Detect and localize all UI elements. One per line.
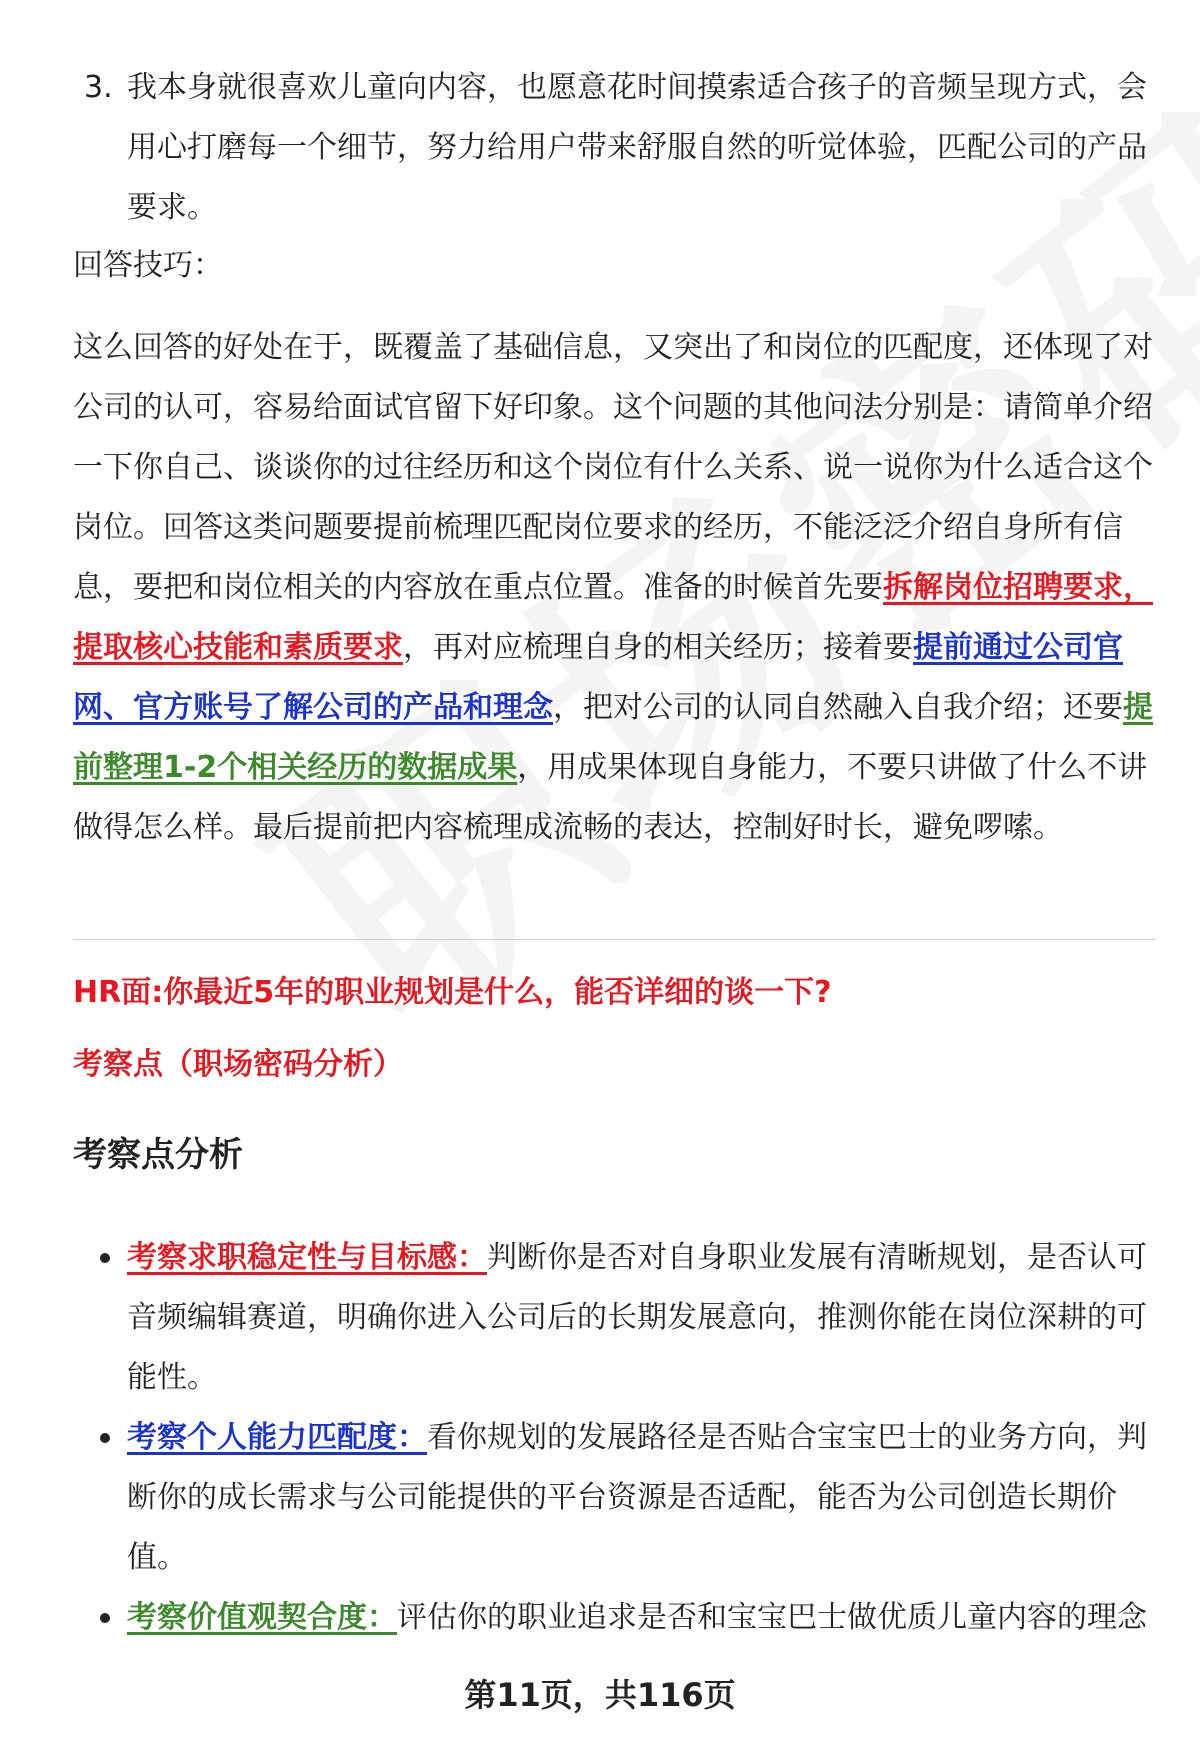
analysis-heading: 考察点分析: [73, 1135, 243, 1175]
bullet-text: 看你规划的发展路径是否贴合宝宝巴士的业务方向，判断你的成长需求与公司能提供的平台资源是否适配，能否为公司创造长期价值。: [127, 1420, 1147, 1575]
tips-text-2: ，再对应梳理自身的相关经历；接着要: [403, 630, 913, 665]
tips-label: 回答技巧：: [73, 248, 223, 283]
bullet-item: [100, 1408, 1156, 1588]
bullet-text: 判断你是否对自身职业发展有清晰规划，是否认可音频编辑赛道，明确你进入公司后的长期发展意向，推测你能在岗位深耕的可能性。: [127, 1240, 1147, 1395]
highlight-job-requirements: 拆解岗位招聘要求，提取核心技能和素质要求: [73, 570, 1153, 665]
section-divider: [73, 939, 1156, 940]
hr-subtitle: 考察点（职场密码分析）: [73, 1047, 403, 1082]
bullet-dot-icon: [100, 1433, 110, 1443]
bullet-label: 考察价值观契合度：: [127, 1600, 397, 1635]
bullet-item: [100, 1228, 1156, 1408]
tips-text-4: ，用成果体现自身能力，不要只讲做了什么不讲做得怎么样。最后提前把内容梳理成流畅的表达，控制好时长，避免啰嗦。: [73, 750, 1148, 845]
bullet-label: 考察个人能力匹配度：: [127, 1420, 427, 1455]
tips-paragraph: [73, 318, 1153, 858]
item-text: 我本身就很喜欢儿童向内容，也愿意花时间摸索适合孩子的音频呈现方式，会用心打磨每一个细节，努力给用户带来舒服自然的听觉体验，匹配公司的产品要求。: [127, 70, 1147, 225]
page-footer: 第11页，共116页: [464, 1676, 736, 1714]
bullet-text: 评估你的职业追求是否和宝宝巴士做优质儿童内容的理念: [397, 1600, 1147, 1635]
bullet-dot-icon: [100, 1613, 110, 1623]
hr-question: HR面:你最近5年的职业规划是什么，能否详细的谈一下?: [73, 975, 832, 1010]
bullet-label: 考察求职稳定性与目标感：: [127, 1240, 487, 1275]
bullet-dot-icon: [100, 1253, 110, 1263]
highlight-company-research: 提前通过公司官网、官方账号了解公司的产品和理念: [73, 630, 1123, 725]
numbered-item-3: [84, 58, 1156, 238]
tips-text-1: 这么回答的好处在于，既覆盖了基础信息，又突出了和岗位的匹配度，还体现了对公司的认可，容易给面试官留下好印象。这个问题的其他问法分别是：请简单介绍一下你自己、谈谈你的过往经历和这个岗位有什么关系、说一说你为什么适合这个岗位。回答这类问题要提前梳理匹配岗位要求的经历，不能泛泛介绍自身所有信息，要把和岗位相关的内容放在重点位置。准备的时候首先要: [73, 330, 1153, 605]
bullet-item: [100, 1588, 1156, 1648]
highlight-data-results: 提前整理1-2个相关经历的数据成果: [73, 690, 1153, 785]
tips-text-3: ，把对公司的认同自然融入自我介绍；还要: [553, 690, 1123, 725]
item-number: 3.: [84, 70, 113, 105]
